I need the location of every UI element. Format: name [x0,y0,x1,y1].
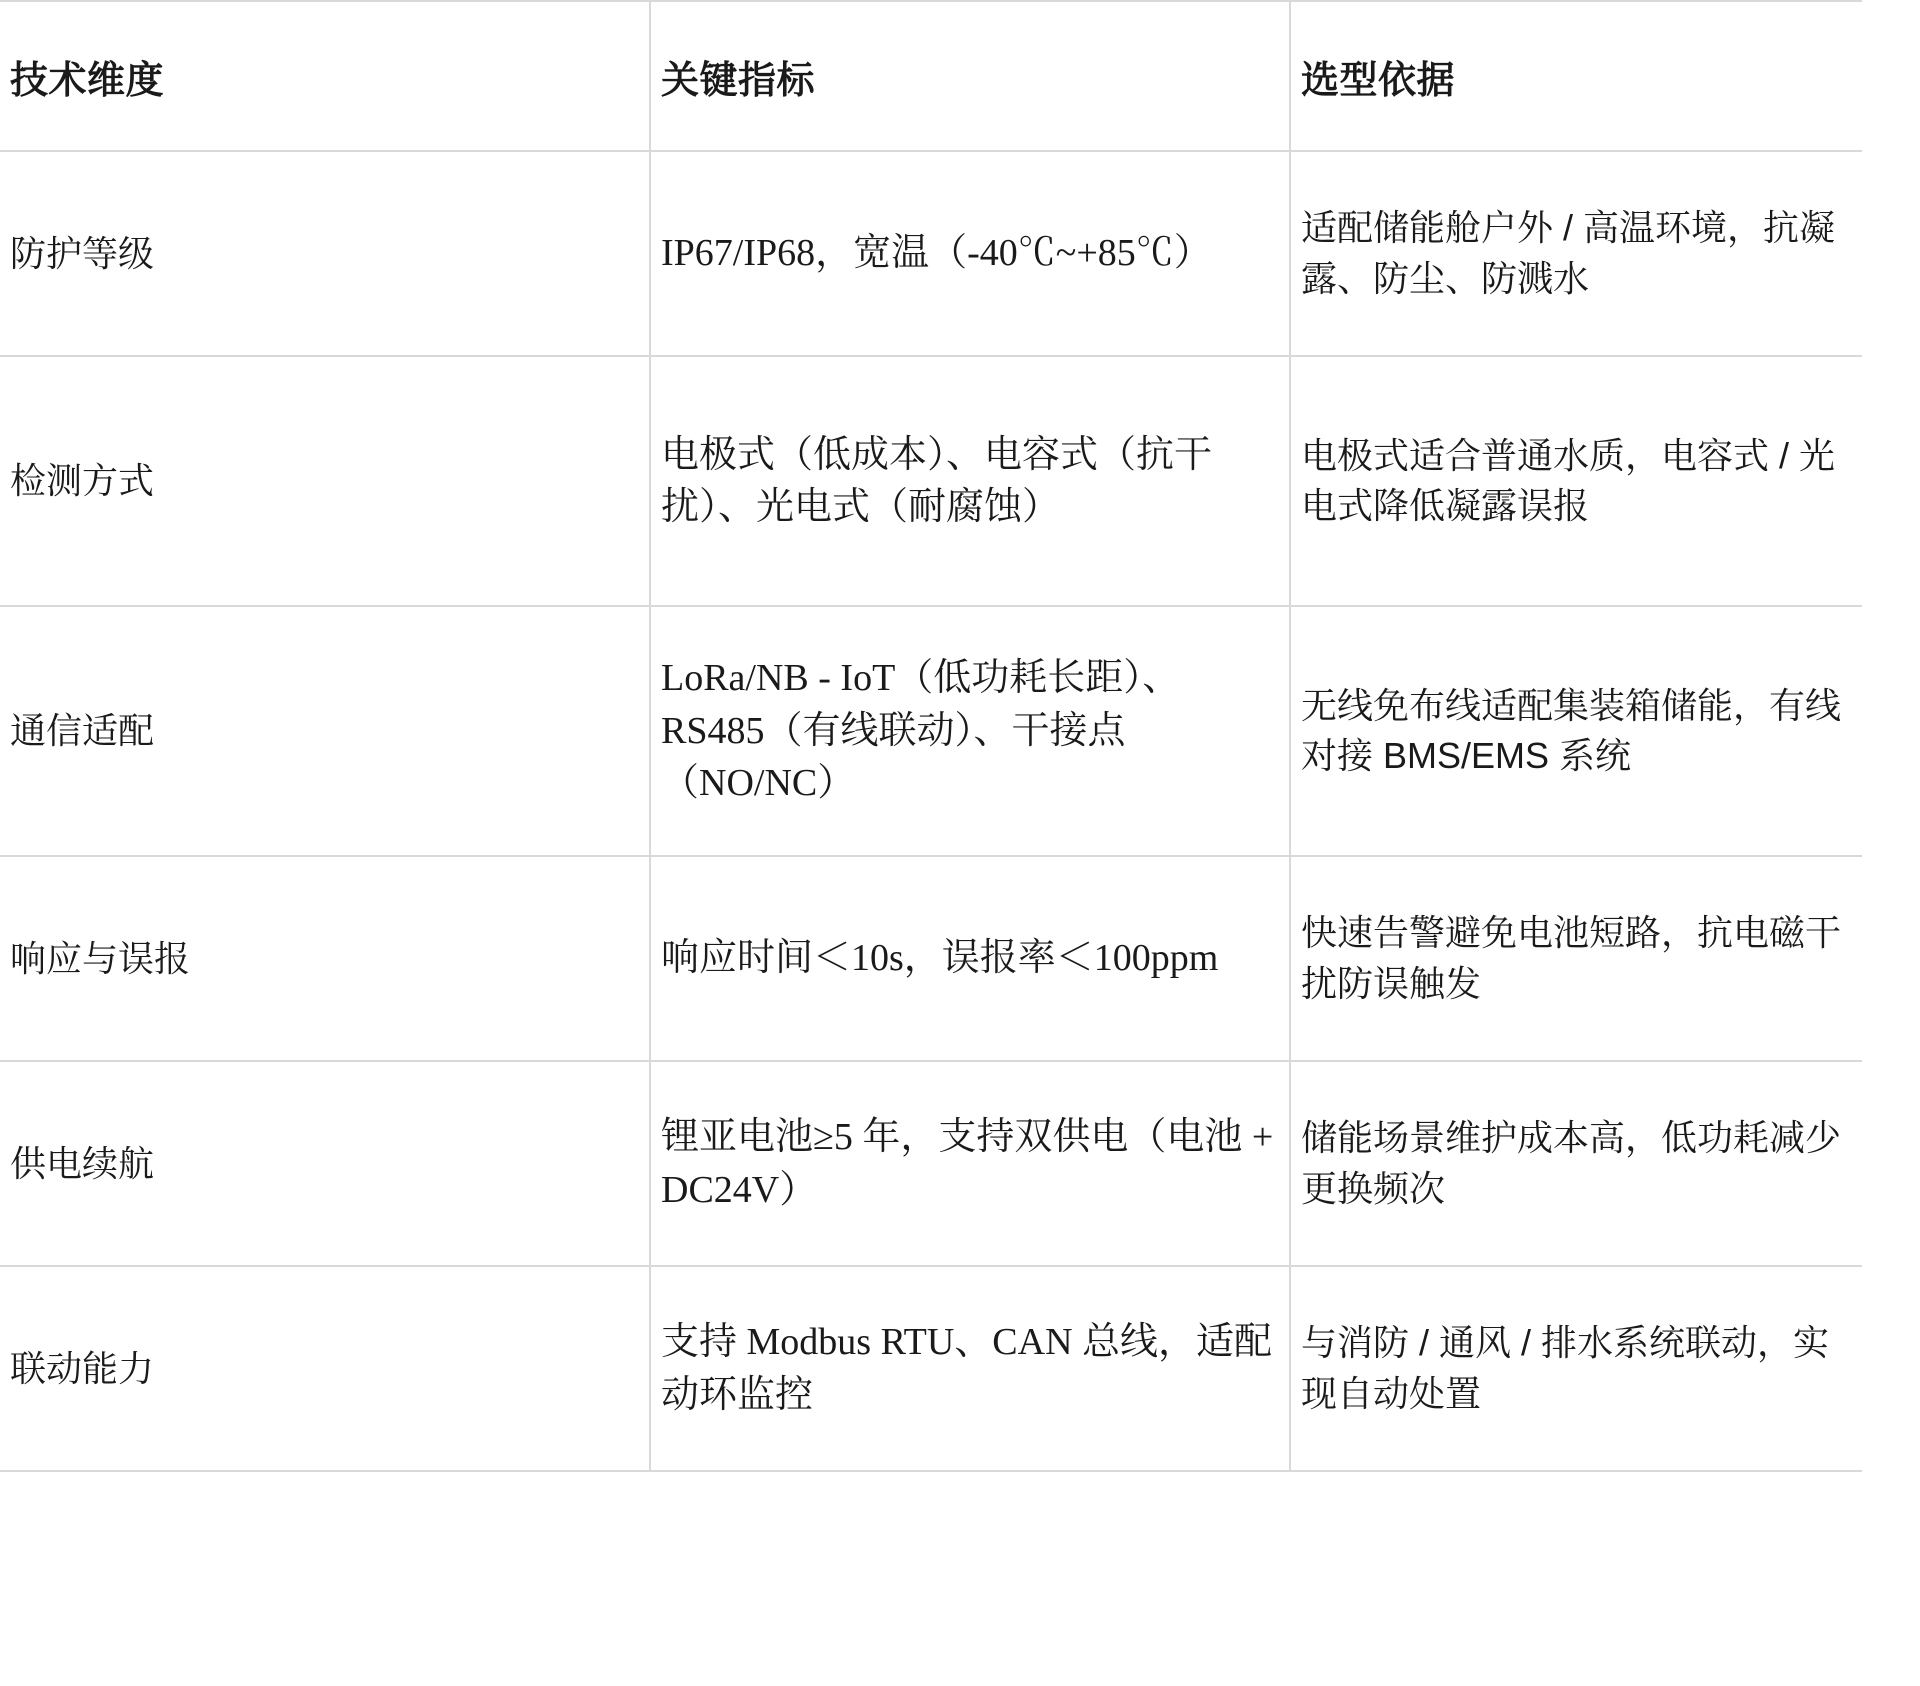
cell-basis: 适配储能舱户外 / 高温环境，抗凝露、防尘、防溅水 [1290,151,1862,356]
cell-metric: 电极式（低成本）、电容式（抗干扰）、光电式（耐腐蚀） [650,356,1290,606]
cell-metric: 响应时间＜10s，误报率＜100ppm [650,856,1290,1061]
cell-metric: IP67/IP68，宽温（-40℃~+85℃） [650,151,1290,356]
cell-dimension: 联动能力 [0,1266,650,1471]
table-body [0,151,1862,1471]
cell-metric: 锂亚电池≥5 年，支持双供电（电池 + DC24V） [650,1061,1290,1266]
table-row [0,356,1862,606]
column-header-metric: 关键指标 [650,1,1290,151]
cell-dimension: 通信适配 [0,606,650,856]
cell-dimension: 响应与误报 [0,856,650,1061]
column-header-basis: 选型依据 [1290,1,1862,151]
cell-metric: 支持 Modbus RTU、CAN 总线，适配动环监控 [650,1266,1290,1471]
cell-basis: 与消防 / 通风 / 排水系统联动，实现自动处置 [1290,1266,1862,1471]
table-row [0,856,1862,1061]
cell-dimension: 检测方式 [0,356,650,606]
cell-basis: 电极式适合普通水质，电容式 / 光电式降低凝露误报 [1290,356,1862,606]
cell-dimension: 防护等级 [0,151,650,356]
cell-dimension: 供电续航 [0,1061,650,1266]
table-row [0,1061,1862,1266]
table-row [0,1266,1862,1471]
cell-basis: 无线免布线适配集装箱储能，有线对接 BMS/EMS 系统 [1290,606,1862,856]
cell-metric: LoRa/NB - IoT（低功耗长距）、RS485（有线联动）、干接点（NO/NC） [650,606,1290,856]
table-row [0,151,1862,356]
column-header-dimension: 技术维度 [0,1,650,151]
cell-basis: 储能场景维护成本高，低功耗减少更换频次 [1290,1061,1862,1266]
table-header [0,1,1862,151]
table-header-row [0,1,1862,151]
cell-basis: 快速告警避免电池短路，抗电磁干扰防误触发 [1290,856,1862,1061]
table-row [0,606,1862,856]
